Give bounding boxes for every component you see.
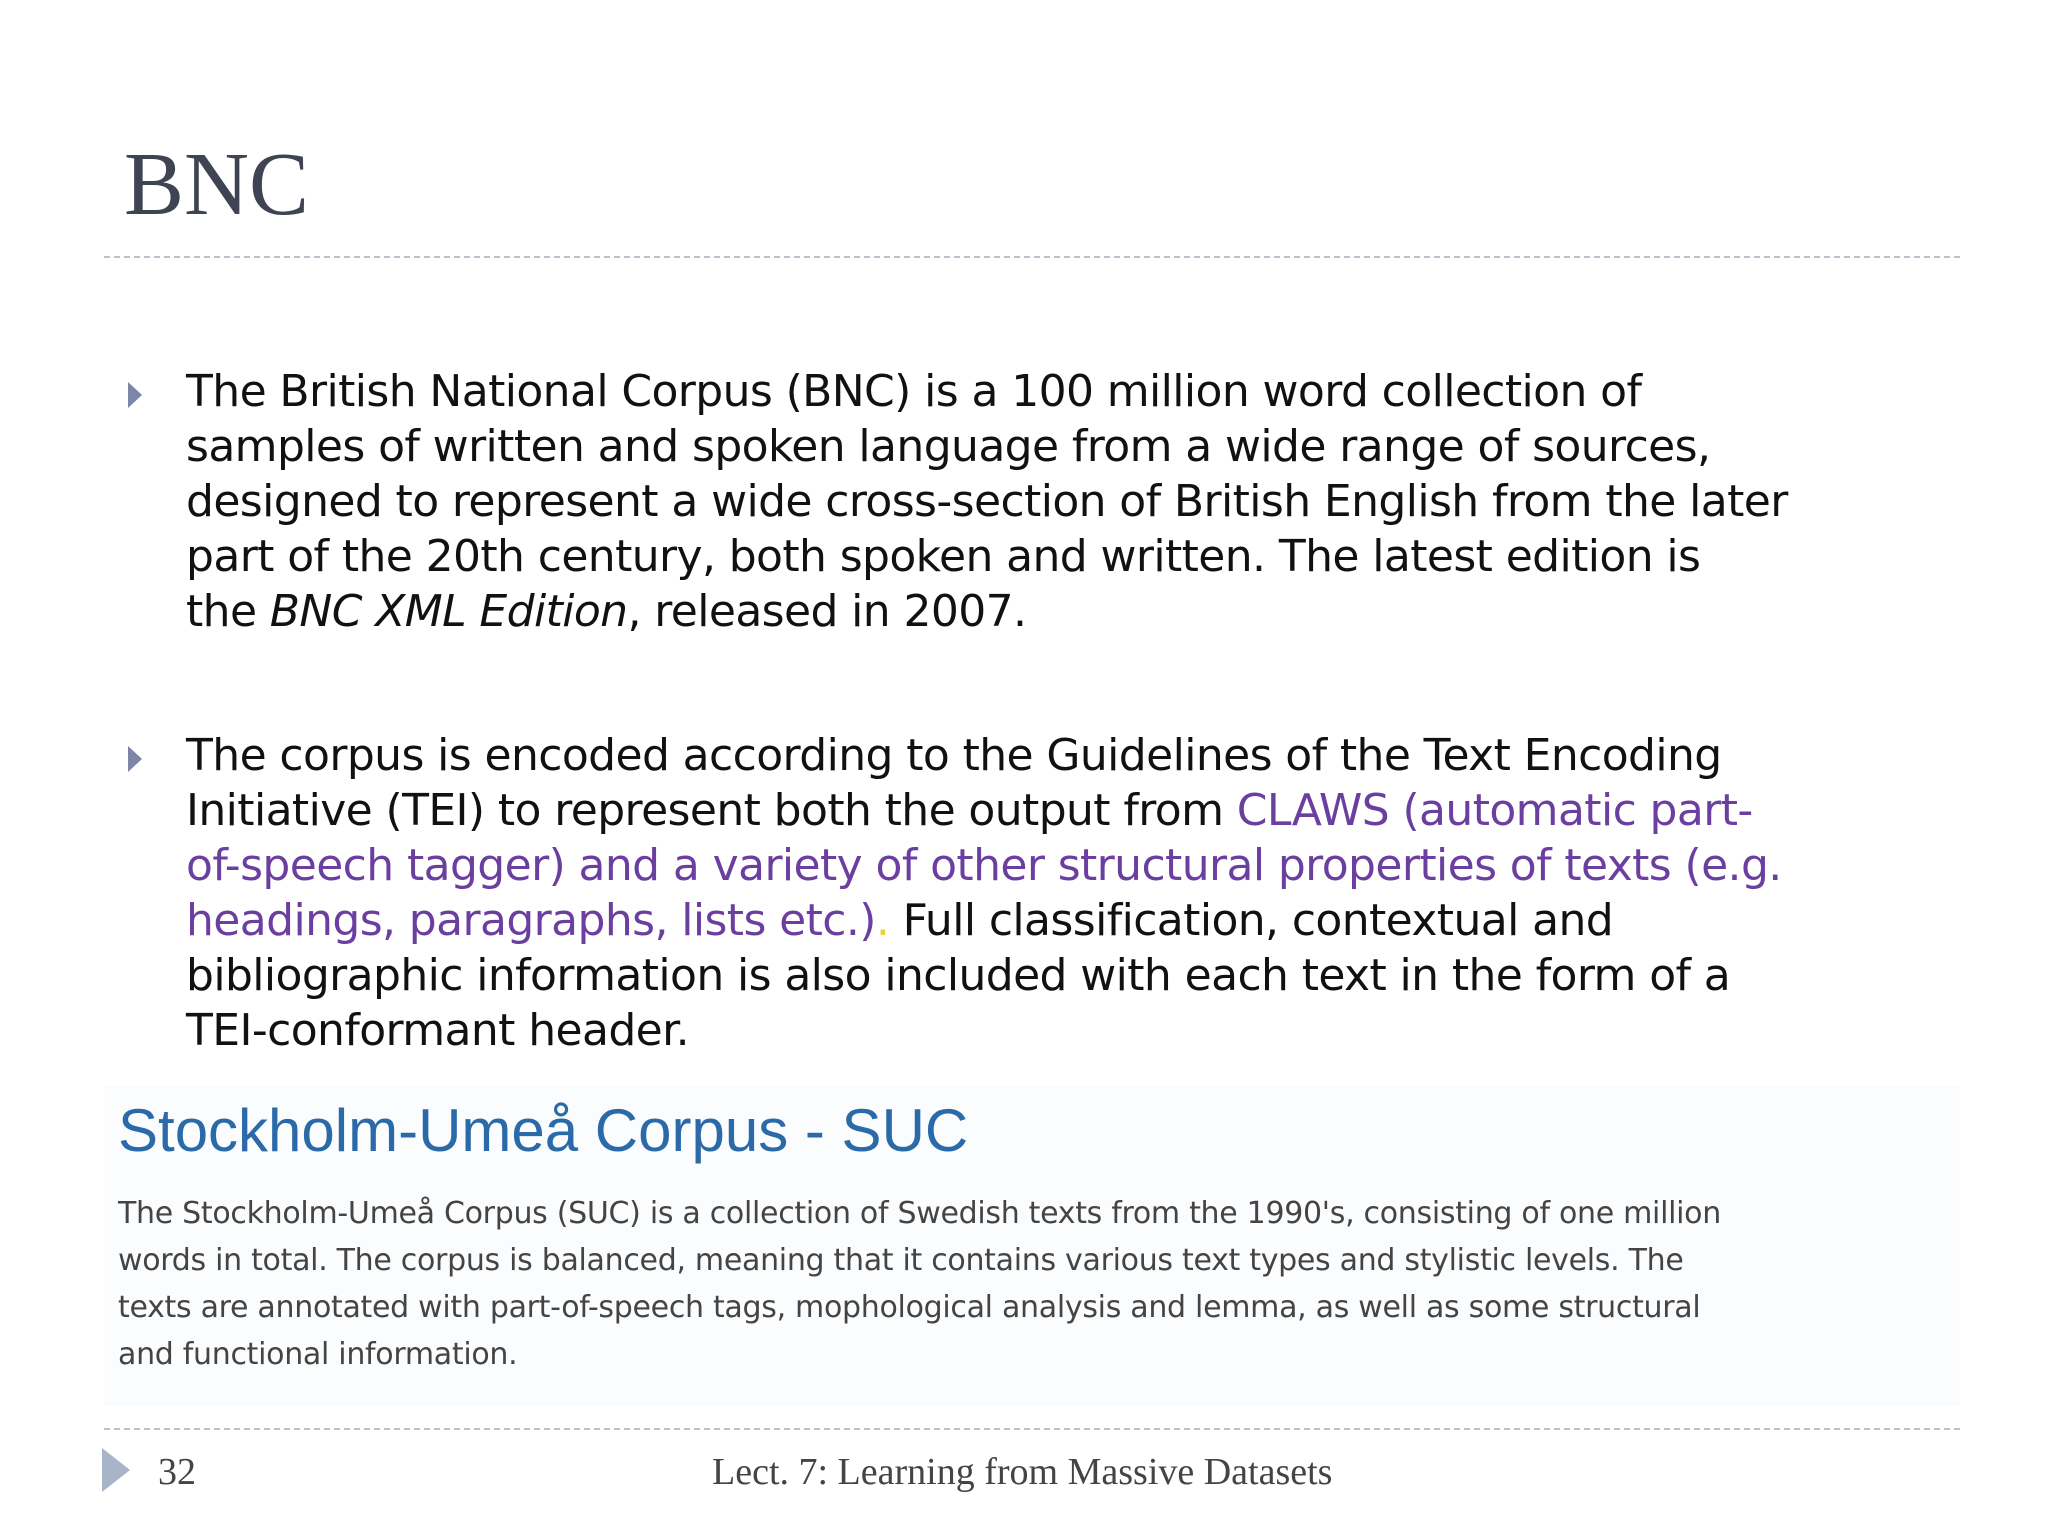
text-line: part of the 20th century, both spoken and written. The latest edition is (186, 531, 1701, 582)
text-fragment: Full classification, contextual and (889, 895, 1614, 946)
text-line: samples of written and spoken language from a wide range of sources, (186, 421, 1711, 472)
text-line (186, 893, 1936, 948)
bullet-arrow-icon (128, 746, 142, 772)
text-fragment: the (186, 586, 270, 637)
claws-highlight: of-speech tagger) and a variety of other structural properties of texts (e.g. (186, 840, 1782, 891)
text-line: The corpus is encoded according to the Guidelines of the Text Encoding (186, 730, 1722, 781)
text-fragment: , released in 2007. (627, 586, 1027, 637)
footer-lecture-title: Lect. 7: Learning from Massive Datasets (712, 1451, 1333, 1493)
footer-arrow-icon (102, 1448, 130, 1492)
claws-highlight: CLAWS (automatic part- (1236, 785, 1753, 836)
text-line (186, 584, 1936, 639)
suc-heading: Stockholm-Umeå Corpus - SUC (118, 1097, 969, 1164)
text-line: words in total. The corpus is balanced, meaning that it contains various text types and stylistic levels. The (118, 1243, 1684, 1278)
page-number: 32 (158, 1451, 196, 1493)
bullet-paragraph-bnc-intro (186, 364, 1936, 639)
text-line: TEI-conformant header. (186, 1005, 689, 1056)
text-fragment: . (875, 895, 890, 946)
suc-description (118, 1190, 1948, 1378)
title-divider (104, 256, 1960, 258)
text-line: The British National Corpus (BNC) is a 100 million word collection of (186, 366, 1642, 417)
text-line (186, 783, 1936, 838)
text-line: The Stockholm-Umeå Corpus (SUC) is a collection of Swedish texts from the 1990's, consisting of one million (118, 1196, 1721, 1231)
bullet-paragraph-tei-encoding (186, 728, 1936, 1058)
footer-divider (104, 1428, 1960, 1430)
slide-title: BNC (124, 135, 310, 234)
text-line: designed to represent a wide cross-section of British English from the later (186, 476, 1788, 527)
text-line: bibliographic information is also included with each text in the form of a (186, 950, 1731, 1001)
bullet-arrow-icon (128, 382, 142, 408)
claws-highlight: headings, paragraphs, lists etc.) (186, 895, 876, 946)
text-fragment: Initiative (TEI) to represent both the output from (186, 785, 1237, 836)
text-line: and functional information. (118, 1337, 518, 1372)
edition-name: BNC XML Edition (269, 586, 628, 637)
text-line: texts are annotated with part-of-speech tags, mophological analysis and lemma, as well as some structural (118, 1290, 1701, 1325)
